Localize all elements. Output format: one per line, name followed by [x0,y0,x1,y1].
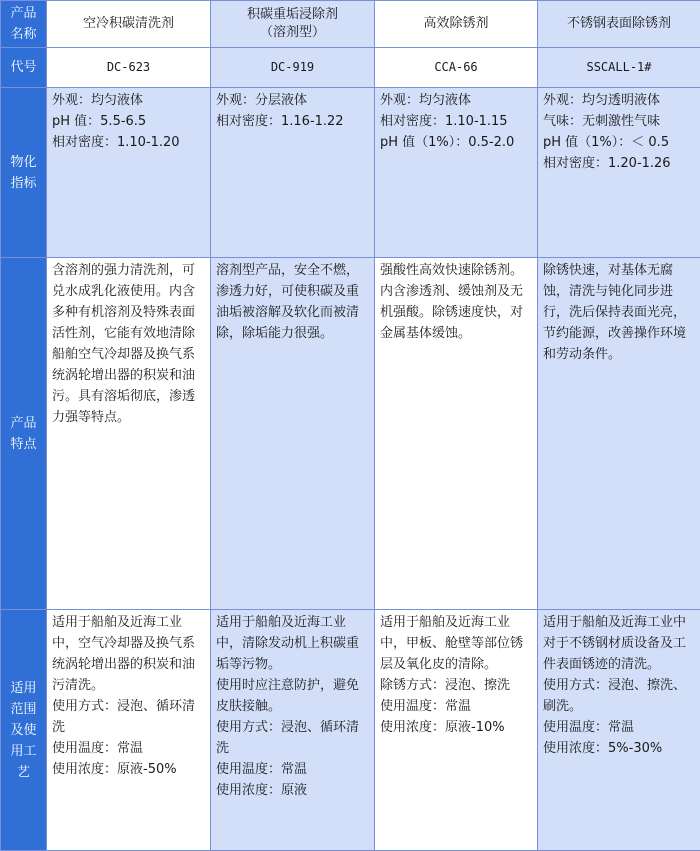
physchem-cell-1 [47,88,211,258]
cell-line: 使用温度：常温 [52,738,205,759]
cell-line: 适用于船舶及近海工业中，清除发动机上积碳重垢等污物。 [216,612,369,675]
cell-line: pH 值：5.5-6.5 [52,111,205,132]
cell-line: 使用浓度：原液-50% [52,759,205,780]
row-label-features: 产品 特点 [1,258,47,610]
usage-cell-2 [211,610,375,851]
usage-cell-1 [47,610,211,851]
code-row [1,48,700,88]
header-row [1,1,700,48]
cell-line: 外观：均匀液体 [380,90,532,111]
cell-line: 除锈方式：浸泡、擦洗 [380,675,532,696]
row-label-name: 产品 名称 [1,1,47,48]
cell-line: 相对密度：1.16-1.22 [216,111,369,132]
product-code-2: DC-919 [211,48,375,88]
cell-line: 相对密度：1.10-1.15 [380,111,532,132]
cell-line: 使用温度：常温 [380,696,532,717]
cell-line: 使用时应注意防护，避免皮肤接触。 [216,675,369,717]
cell-line: pH 值（1%）：＜ 0.5 [543,132,695,153]
cell-line: 外观：分层液体 [216,90,369,111]
features-cell-3: 强酸性高效快速除锈剂。内含渗透剂、缓蚀剂及无机强酸。除锈速度快，对金属基体缓蚀。 [375,258,538,610]
features-cell-2: 溶剂型产品，安全不燃，渗透力好，可使积碳及重油垢被溶解及软化而被清除，除垢能力很强。 [211,258,375,610]
cell-line: 使用方式：浸泡、擦洗、刷洗。 [543,675,695,717]
row-label-usage: 适用 范围 及使 用工 艺 [1,610,47,851]
cell-line: 适用于船舶及近海工业中，甲板、舱壁等部位锈层及氧化皮的清除。 [380,612,532,675]
usage-cell-3 [375,610,538,851]
physchem-cell-3 [375,88,538,258]
features-cell-4: 除锈快速，对基体无腐蚀，清洗与钝化同步进行，洗后保持表面光亮，节约能源，改善操作环境和劳动条件。 [538,258,700,610]
physchem-row [1,88,700,258]
product-name-4: 不锈钢表面除锈剂 [538,1,700,48]
cell-line: 使用方式：浸泡、循环清洗 [216,717,369,759]
cell-line: 相对密度：1.20-1.26 [543,153,695,174]
product-code-3: CCA-66 [375,48,538,88]
cell-line: 使用浓度：原液 [216,780,369,801]
cell-line: 使用温度：常温 [543,717,695,738]
product-code-4: SSCALL-1# [538,48,700,88]
cell-line: 使用浓度：原液-10% [380,717,532,738]
usage-row [1,610,700,851]
cell-line: 外观：均匀透明液体 [543,90,695,111]
cell-line: 使用浓度：5%-30% [543,738,695,759]
cell-line: 使用方式：浸泡、循环清洗 [52,696,205,738]
product-name-1: 空冷积碳清洗剂 [47,1,211,48]
product-name-3: 高效除锈剂 [375,1,538,48]
cell-line: 使用温度：常温 [216,759,369,780]
product-name-2: 积碳重垢浸除剂 （溶剂型） [211,1,375,48]
cell-line: 适用于船舶及近海工业中，空气冷却器及换气系统涡轮增出器的积炭和油污清洗。 [52,612,205,696]
cell-line: 气味：无刺激性气味 [543,111,695,132]
physchem-cell-4 [538,88,700,258]
product-code-1: DC-623 [47,48,211,88]
cell-line: 相对密度：1.10-1.20 [52,132,205,153]
row-label-code: 代号 [1,48,47,88]
usage-cell-4 [538,610,700,851]
cell-line: 外观：均匀液体 [52,90,205,111]
cell-line: 适用于船舶及近海工业中对于不锈钢材质设备及工件表面锈迹的清洗。 [543,612,695,675]
features-cell-1: 含溶剂的强力清洗剂，可兑水成乳化液使用。内含多种有机溶剂及特殊表面活性剂，它能有效地清除船舶空气冷却器及换气系统涡轮增出器的积炭和油污。具有溶垢彻底，渗透力强等特点。 [47,258,211,610]
cell-line: pH 值（1%）：0.5-2.0 [380,132,532,153]
row-label-physchem: 物化 指标 [1,88,47,258]
physchem-cell-2 [211,88,375,258]
features-row [1,258,700,610]
